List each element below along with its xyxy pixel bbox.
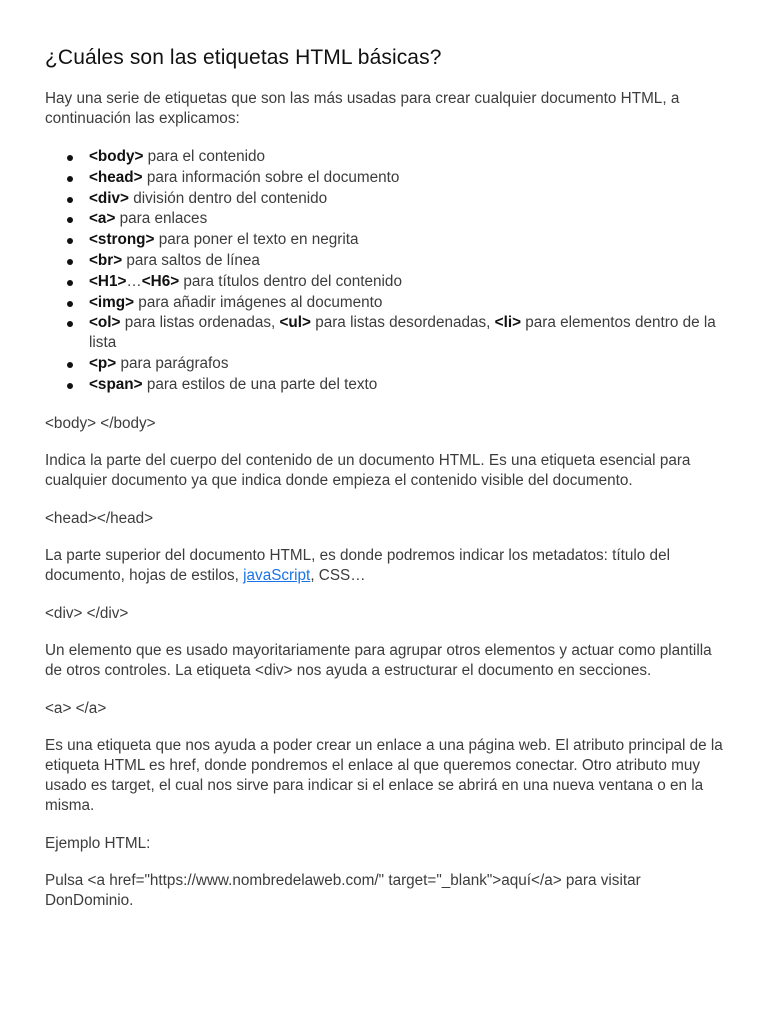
example-label: Ejemplo HTML: — [45, 834, 151, 852]
list-item-text: para saltos de línea — [122, 251, 260, 269]
list-item — [45, 293, 728, 314]
tag-name: <div> — [89, 189, 129, 207]
tag-name: <H1> — [89, 272, 127, 290]
list-item-text: para poner el texto en negrita — [154, 231, 359, 249]
section-heading-head: <head></head> — [45, 509, 154, 527]
section-heading-a: <a> </a> — [45, 699, 107, 717]
section-text-div: Un elemento que es usado mayoritariamente para agrupar otros elementos y actuar como plantilla de otros controles. La etiqueta <div> nos ayuda a estructurar el documento en secciones. — [45, 641, 712, 679]
list-item-text: para estilos de una parte del texto — [142, 376, 378, 394]
tag-list — [45, 147, 728, 396]
list-item-text: división dentro del contenido — [128, 189, 328, 207]
list-item-text: para listas ordenadas, — [120, 314, 280, 332]
tag-name: <li> — [494, 314, 522, 332]
list-item-text: para el contenido — [143, 148, 266, 165]
intro-paragraph: Hay una serie de etiquetas que son las más usadas para crear cualquier documento HTML, a continuación las explicamos: — [45, 90, 680, 127]
tag-name: <H6> — [141, 272, 180, 290]
tag-name: <strong> — [89, 231, 155, 249]
list-item-text: para información sobre el documento — [142, 168, 400, 186]
list-item — [45, 209, 728, 230]
tag-name: <p> — [89, 355, 117, 373]
list-item — [45, 251, 728, 272]
section-heading-div: <div> </div> — [45, 604, 129, 622]
section-text-head-before: La parte superior del documento HTML, es donde podremos indicar los metadatos: título del documento, hojas de estilos, — [45, 546, 670, 584]
section-text-head-after: , CSS… — [310, 566, 366, 584]
list-item-text: para títulos dentro del contenido — [179, 272, 402, 290]
tag-name: <body> — [89, 148, 144, 165]
list-item-text: para elementos dentro de la lista — [89, 314, 716, 352]
list-item-separator: … — [126, 272, 142, 290]
list-item — [45, 147, 728, 168]
tag-name: <a> — [89, 210, 116, 228]
list-item — [45, 375, 728, 396]
list-item — [45, 230, 728, 251]
section-heading-body: <body> </body> — [45, 414, 156, 432]
list-item-text: para parágrafos — [116, 355, 229, 373]
list-item-text: para listas desordenadas, — [310, 314, 495, 332]
example-text: Pulsa <a href="https://www.nombredelaweb.com/" target="_blank">aquí</a> para visitar DonDominio. — [45, 871, 641, 909]
list-item — [45, 189, 728, 210]
tag-name: <span> — [89, 376, 143, 394]
tag-name: <br> — [89, 251, 123, 269]
list-item — [45, 168, 728, 189]
tag-name: <head> — [89, 168, 143, 186]
section-text-body: Indica la parte del cuerpo del contenido de un documento HTML. Es una etiqueta esencial para cualquier documento ya que indica donde empieza el contenido visible del documento. — [45, 451, 691, 489]
list-item-text: para añadir imágenes al documento — [134, 293, 383, 311]
list-item — [45, 354, 728, 375]
javascript-link[interactable]: javaScript — [243, 566, 311, 584]
tag-name: <ul> — [279, 314, 311, 332]
list-item — [45, 272, 728, 293]
list-item — [45, 313, 728, 353]
list-item-text: para enlaces — [115, 210, 208, 228]
tag-name: <img> — [89, 293, 135, 311]
section-text-head — [45, 546, 728, 586]
section-text-a: Es una etiqueta que nos ayuda a poder crear un enlace a una página web. El atributo principal de la etiqueta HTML es href, donde pondremos el enlace al que queremos conectar. Otro atributo muy usado es target, el cual nos sirve para indicar si el enlace se abrirá en una nueva ventana o en la misma. — [45, 736, 723, 814]
page-title: ¿Cuáles son las etiquetas HTML básicas? — [45, 46, 442, 69]
tag-name: <ol> — [89, 314, 121, 332]
